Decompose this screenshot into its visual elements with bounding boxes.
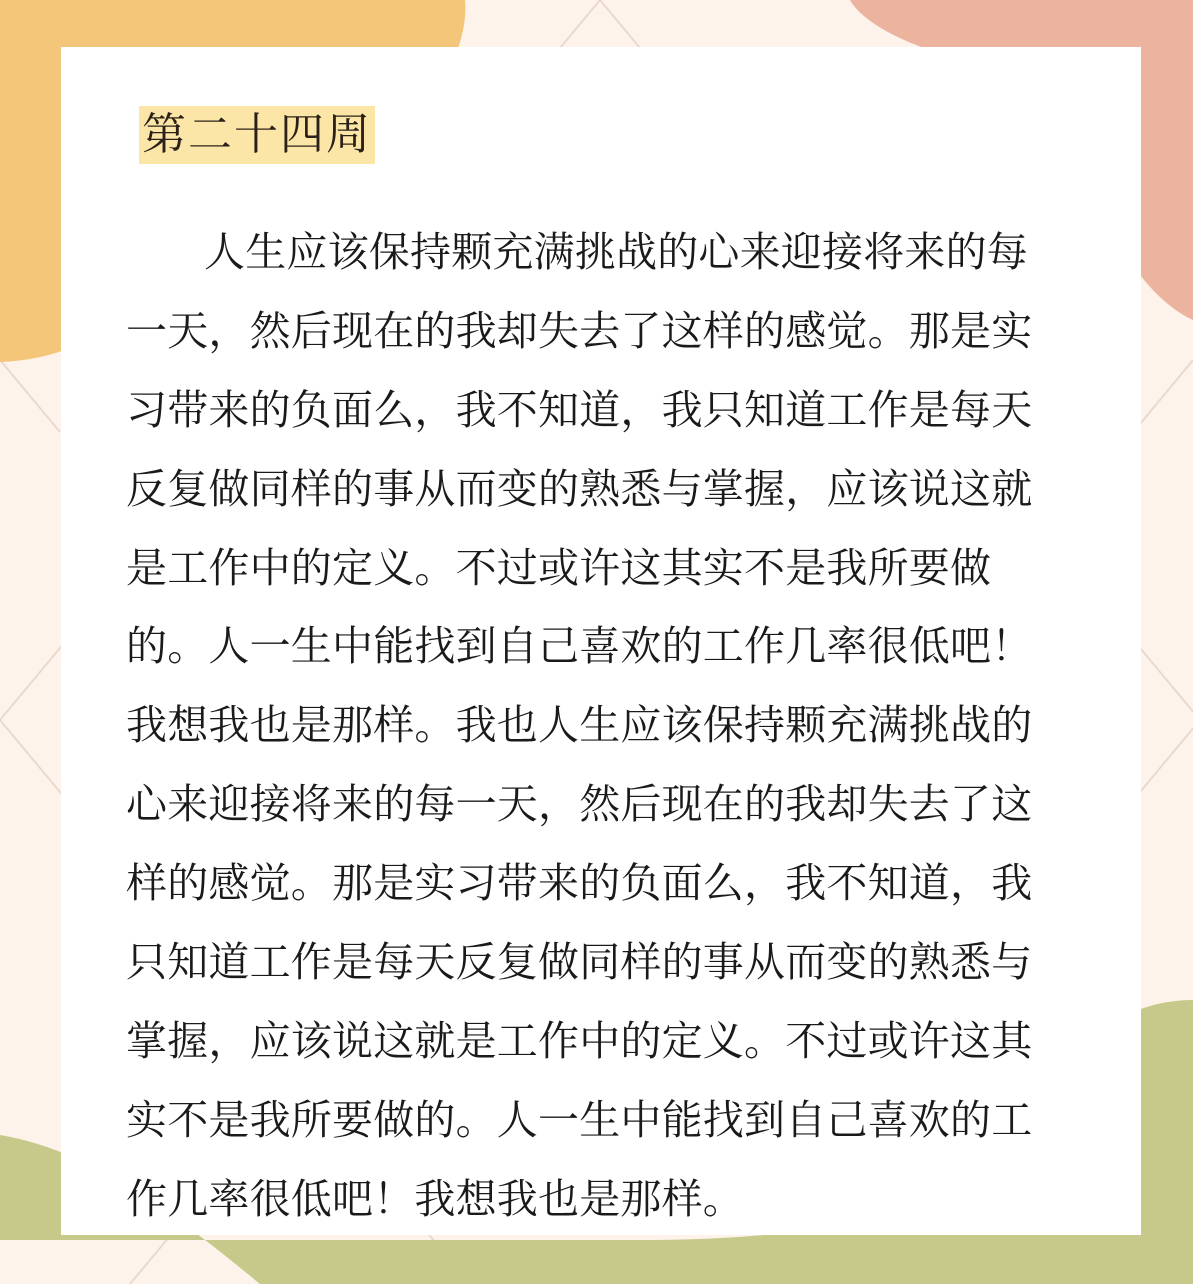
document-body: [126, 213, 1071, 1239]
document-card: [61, 47, 1141, 1235]
text-line: 样的感觉。那是实习带来的负面么，我不知道，我: [126, 859, 1033, 908]
text-line: 习带来的负面么，我不知道，我只知道工作是每天: [126, 385, 1033, 434]
text-line: 是工作中的定义。不过或许这其实不是我所要做: [126, 543, 992, 592]
text-line: 反复做同样的事从而变的熟悉与掌握，应该说这就: [126, 464, 1033, 513]
document-title: 第二十四周: [139, 106, 375, 164]
text-line: 实不是我所要做的。人一生中能找到自己喜欢的工: [126, 1095, 1033, 1144]
text-line: 作几率很低吧！我想我也是那样。: [126, 1174, 744, 1223]
text-line: 的。人一生中能找到自己喜欢的工作几率很低吧！: [126, 622, 1033, 671]
text-line: 掌握，应该说这就是工作中的定义。不过或许这其: [126, 1016, 1033, 1065]
text-line: 一天，然后现在的我却失去了这样的感觉。那是实: [126, 306, 1033, 355]
text-line: 只知道工作是每天反复做同样的事从而变的熟悉与: [126, 938, 1033, 987]
text-line: 人生应该保持颗充满挑战的心来迎接将来的每: [204, 228, 1028, 276]
text-line: 我想我也是那样。我也人生应该保持颗充满挑战的: [126, 701, 1033, 750]
text-line: 心来迎接将来的每一天，然后现在的我却失去了这: [126, 780, 1033, 829]
